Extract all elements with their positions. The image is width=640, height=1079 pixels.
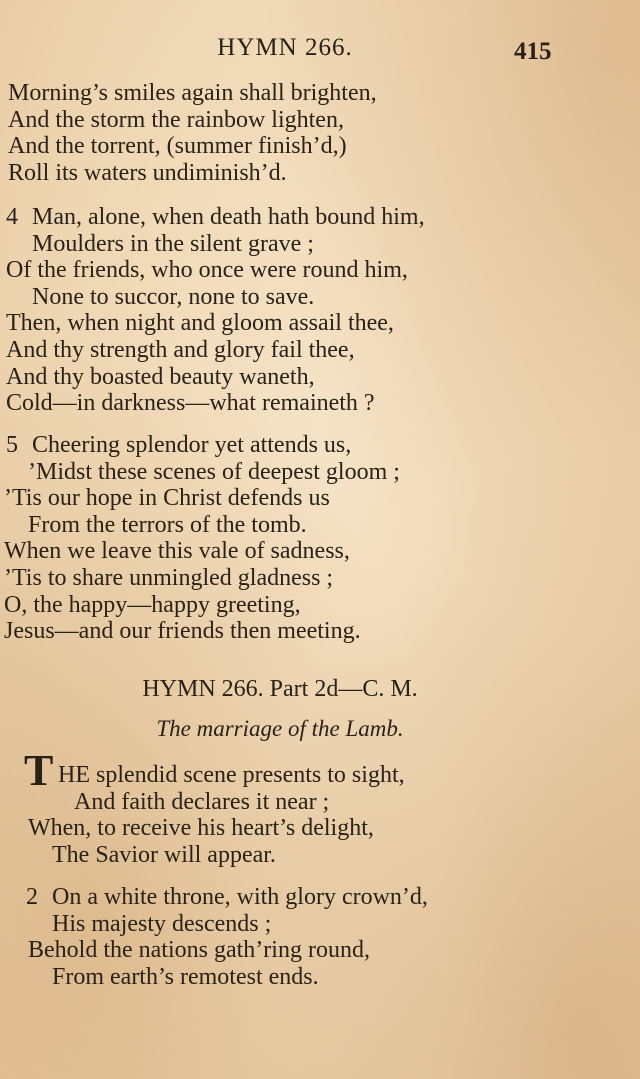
- stanza-number: 5: [6, 432, 18, 458]
- verse-text: Man, alone, when death hath bound him,: [32, 204, 425, 230]
- verse-line: Roll its waters undiminish’d.: [8, 159, 287, 186]
- verse-line: And the torrent, (summer finish’d,): [8, 133, 347, 160]
- running-title: HYMN 266.: [217, 34, 353, 61]
- verse-line: Cold—in darkness—what remaineth ?: [6, 390, 375, 417]
- hymn-heading: HYMN 266. Part 2d—C. M.: [142, 676, 418, 702]
- verse-text: On a white throne, with glory crown’d,: [52, 884, 428, 910]
- stanza-continuation: [0, 80, 640, 186]
- verse-line: None to succor, none to save.: [32, 283, 315, 310]
- running-head: [0, 34, 640, 64]
- page-number: 415: [514, 38, 552, 65]
- verse-text: HE splendid scene presents to sight,: [58, 762, 405, 788]
- verse-line: From earth’s remotest ends.: [52, 963, 319, 990]
- verse-line: And the storm the rainbow lighten,: [8, 106, 344, 133]
- verse-line: And thy boasted beauty waneth,: [6, 363, 315, 390]
- verse-line: Jesus—and our friends then meeting.: [4, 618, 361, 645]
- verse-line: When, to receive his heart’s delight,: [28, 815, 374, 842]
- verse-line: And faith declares it near ;: [74, 788, 330, 815]
- verse-line: Then, when night and gloom assail thee,: [6, 310, 394, 337]
- verse-line: Behold the nations gath’ring round,: [28, 937, 370, 964]
- stanza-part2-1: [0, 746, 640, 868]
- verse-text: Cheering splendor yet attends us,: [32, 432, 352, 458]
- stanza-number: 2: [26, 884, 38, 910]
- verse-line-first: [0, 204, 640, 231]
- verse-line: Morning’s smiles again shall brighten,: [8, 80, 377, 106]
- stanza-number: 4: [6, 204, 18, 230]
- verse-line: O, the happy—happy greeting,: [4, 591, 301, 618]
- verse-line: ’Tis to share unmingled gladness ;: [4, 564, 334, 591]
- verse-line: The Savior will appear.: [52, 841, 276, 868]
- verse-line-first: [0, 884, 640, 911]
- drop-cap: T: [24, 746, 54, 795]
- verse-line-first: [0, 746, 640, 795]
- verse-line: When we leave this vale of sadness,: [4, 538, 350, 565]
- hymn-subtitle: The marriage of the Lamb.: [156, 716, 404, 741]
- verse-line: ’Tis our hope in Christ defends us: [4, 485, 330, 512]
- verse-line-first: [0, 432, 640, 459]
- stanza-4: [0, 204, 640, 417]
- verse-line: His majesty descends ;: [52, 910, 272, 937]
- verse-line: From the terrors of the tomb.: [28, 511, 307, 538]
- verse-line: And thy strength and glory fail thee,: [6, 336, 355, 363]
- verse-line: ’Midst these scenes of deepest gloom ;: [28, 458, 400, 485]
- stanza-5: [0, 432, 640, 645]
- stanza-part2-2: [0, 884, 640, 990]
- verse-line: Moulders in the silent grave ;: [32, 230, 314, 257]
- verse-line: Of the friends, who once were round him,: [6, 257, 408, 284]
